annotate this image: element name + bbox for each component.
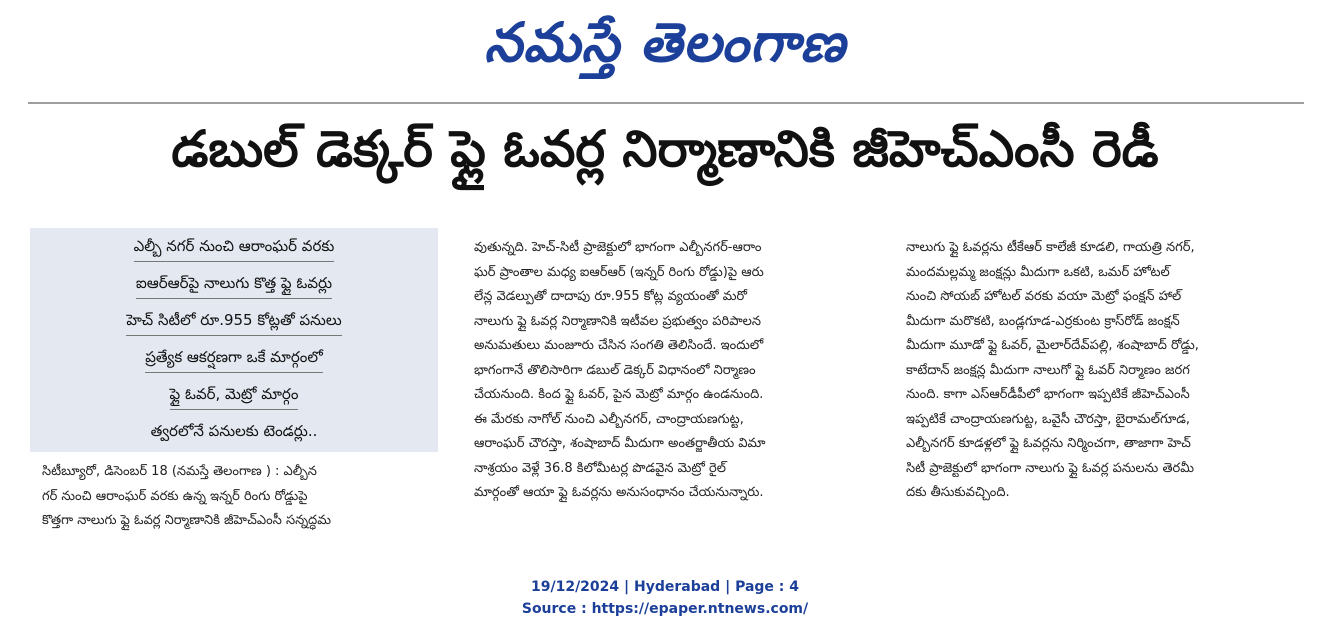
- body-line: ఎల్బీనగర్ కూడళ్లలో ఫ్లై ఓవర్లను నిర్మించగా, తాజాగా హెచ్: [906, 436, 1191, 451]
- masthead-divider: [28, 102, 1304, 104]
- masthead-logo-text: నమస్తే తెలంగాణ: [484, 10, 846, 74]
- body-line: సిటీ ప్రాజెక్టులో భాగంగా నాలుగు ఫ్లై ఓవర్ల పనులను తెరమీ: [906, 460, 1195, 476]
- body-line: వుతున్నది. హెచ్-సిటీ ప్రాజెక్టులో భాగంగా ఎల్బీనగర్-ఆరాం: [474, 240, 762, 255]
- highlight-line: ఐఆర్ఆర్‌పై నాలుగు కొత్త ఫ్లై ఓవర్లు: [136, 271, 332, 299]
- highlight-line: ప్రత్యేక ఆకర్షణగా ఒకే మార్గంలో: [145, 345, 323, 373]
- newspaper-masthead: [0, 8, 1330, 90]
- footer-date-location: 19/12/2024 | Hyderabad | Page : 4: [530, 579, 800, 595]
- body-line: లేన్ల వెడల్పుతో దాదాపు రూ.955 కోట్ల వ్యయంతో మరో: [474, 289, 747, 304]
- body-line: నాలుగు ఫ్లై ఓవర్లను టీకేఆర్ కాలేజీ కూడలి, గాయత్రి నగర్,: [906, 240, 1195, 255]
- body-line: మీదుగా మూడో ఫ్లై ఓవర్, మైలార్‌దేవ్‌పల్లి, శంషాబాద్ రోడ్డు,: [906, 338, 1199, 353]
- article-headline: డబుల్ డెక్కర్ ఫ్లై ఓవర్ల నిర్మాణానికి జీహెచ్ఎంసీ రెడీ: [171, 119, 1159, 178]
- highlight-line: ఎల్బీ నగర్ నుంచి ఆరాంఘర్ వరకు: [134, 234, 335, 262]
- body-line: అనుమతులు మంజూరు చేసిన సంగతి తెలిసిందే. ఇందులో: [474, 338, 764, 353]
- article-column-2: [474, 236, 878, 506]
- body-line: దకు తీసుకువచ్చింది.: [906, 485, 1010, 500]
- body-line: కాటేదాన్ జంక్షన్ల మీదుగా నాలుగో ఫ్లై ఓవర్ నిర్మాణం జరగ: [906, 362, 1190, 378]
- body-line: భాగంగానే తొలిసారిగా డబుల్ డెక్కర్ విధానంలో నిర్మాణం: [474, 362, 756, 378]
- footer-source-link[interactable]: Source : https://epaper.ntnews.com/: [521, 601, 809, 617]
- body-line: ఇప్పటికే చాంద్రాయణగుట్ట, ఒవైసీ చౌరస్తా, బైరామల్‌గూడ,: [906, 411, 1190, 427]
- body-line: చేయనుంది. కింద ఫ్లై ఓవర్, పైన మెట్రో మార్గం ఉండనుంది.: [474, 387, 764, 402]
- highlight-line: హెచ్ సిటీలో రూ.955 కోట్లతో పనులు: [126, 308, 341, 336]
- body-line: మీదుగా మరొకటి, బండ్లగూడ-ఎర్రకుంట క్రాస్‌రోడ్ జంక్షన్: [906, 313, 1180, 329]
- body-line: గర్ నుంచి ఆరాంఘర్ వరకు ఉన్న ఇన్నర్ రింగు రోడ్డుపై: [42, 488, 308, 504]
- article-column-3: [906, 236, 1304, 506]
- body-line: ఘర్ ప్రాంతాల మధ్య ఐఆర్ఆర్ (ఇన్నర్ రింగు రోడ్డు)పై ఆరు: [474, 264, 764, 280]
- body-line: సిటీబ్యూరో, డిసెంబర్ 18 (నమస్తే తెలంగాణ ) : ఎల్బీన: [42, 464, 317, 479]
- body-line: నుంచి సోయబ్ హోటల్ వరకు వయా మెట్రో ఫంక్షన్ హాల్: [906, 289, 1182, 304]
- body-line: ఈ మేరకు నాగోల్ నుంచి ఎల్బీనగర్, చాంద్రాయణగుట్ట,: [474, 411, 744, 427]
- highlights-box: [30, 228, 438, 452]
- body-line: నాలుగు ఫ్లై ఓవర్ల నిర్మాణానికి ఇటీవల ప్రభుత్వం పరిపాలన: [474, 313, 762, 329]
- body-line: మార్గంతో ఆయా ఫ్లై ఓవర్లను అనుసంధానం చేయనున్నారు.: [474, 485, 764, 500]
- body-line: నుంది. కాగా ఎస్ఆర్‌డీపీలో భాగంగా ఇప్పటికే జీహెచ్ఎంసీ: [906, 387, 1190, 402]
- page-footer: [0, 576, 1330, 620]
- body-line: మందమల్లమ్మ జంక్షన్లు మీదుగా ఒకటి, ఒమర్ హోటల్: [906, 264, 1170, 280]
- body-line: ఆరాంఘర్ చౌరస్తా, శంషాబాద్ మీదుగా అంతర్జాతీయ విమా: [474, 436, 766, 451]
- highlight-line: ఫ్లై ఓవర్, మెట్రో మార్గం: [170, 382, 299, 410]
- article-column-1: [42, 460, 440, 534]
- body-line: కొత్తగా నాలుగు ఫ్లై ఓవర్ల నిర్మాణానికి జీహెచ్ఎంసీ సన్నద్ధమ: [42, 513, 331, 528]
- highlight-line: త్వరలోనే పనులకు టెండర్లు..: [150, 422, 318, 440]
- body-line: నాశ్రయం వెళ్లే 36.8 కిలోమీటర్ల పొడవైన మెట్రో రైల్: [474, 460, 726, 476]
